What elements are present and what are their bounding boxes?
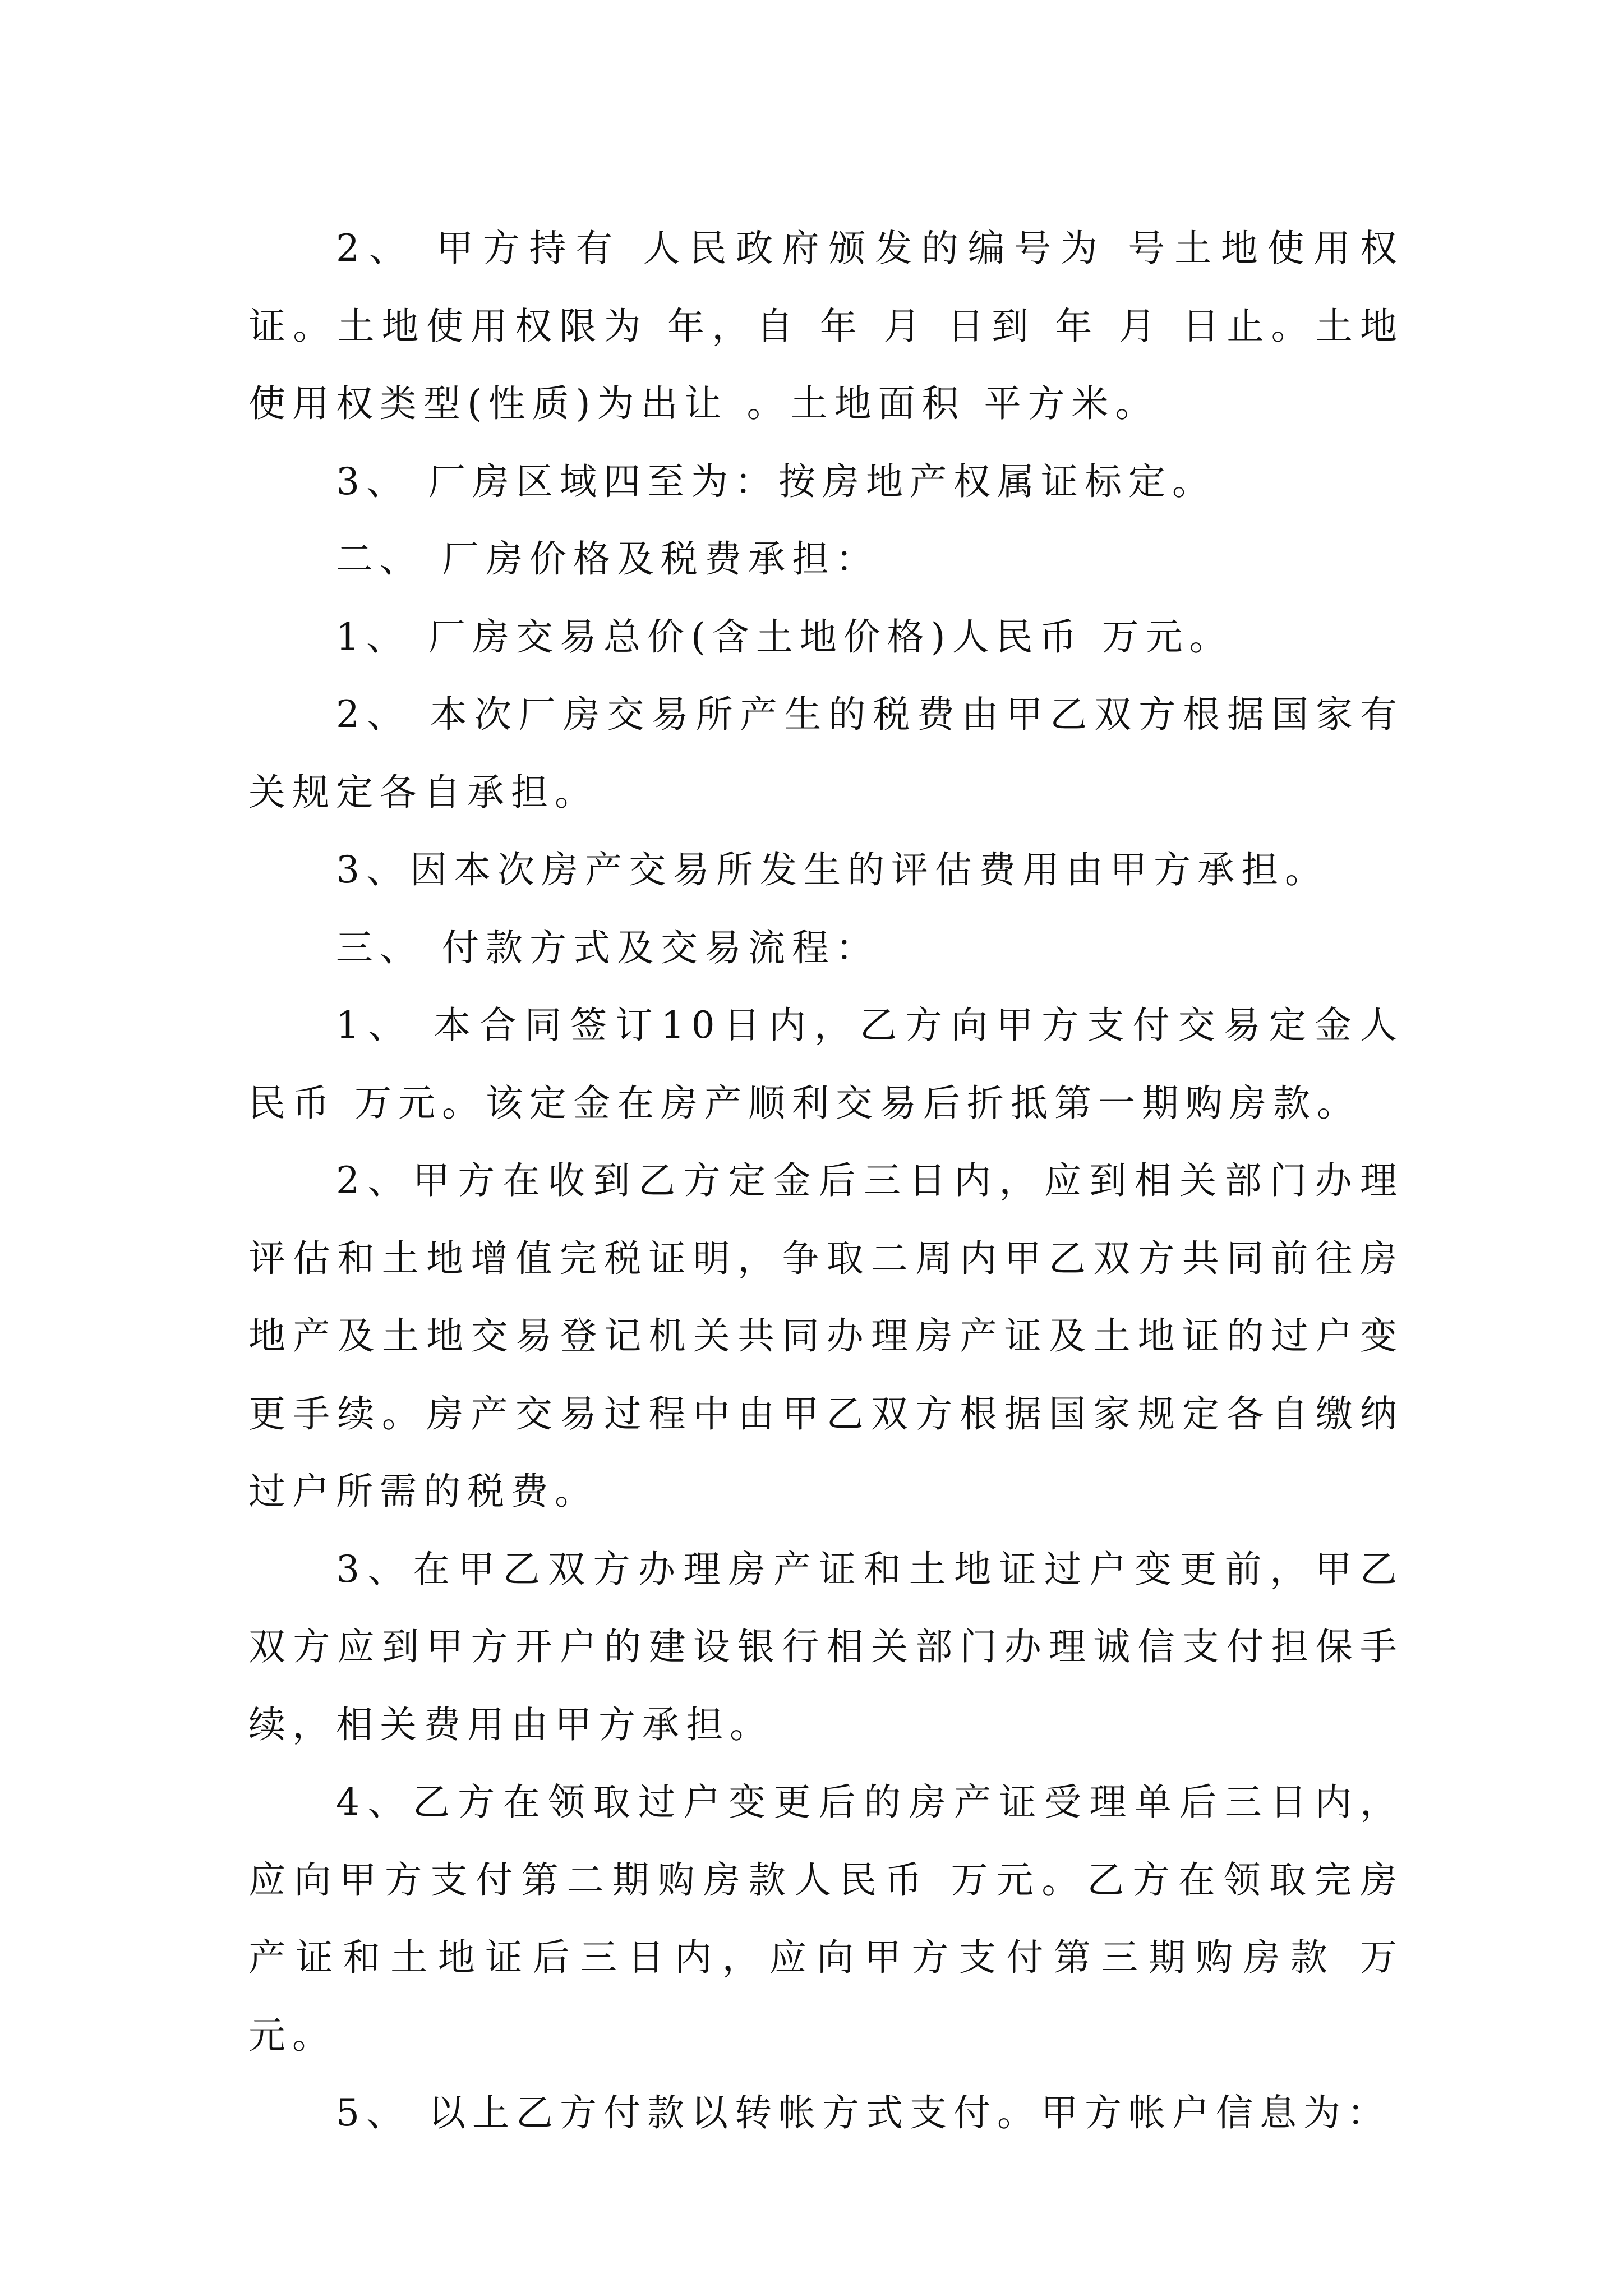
- paragraph-appraisal-fee: 3、因本次房产交易所发生的评估费用由甲方承担。: [336, 848, 1329, 891]
- paragraph-transfer-procedure: 2、甲方在收到乙方定金后三日内，应到相关部门办理评估和土地增值完税证明，争取二周内甲乙双方共同前往房地产及土地交易登记机关共同办理房产证及土地证的过户变更手续。房产交易过程中由甲乙双方根据国家规定各自缴纳过户所需的税费。: [248, 1159, 1404, 1513]
- paragraph-installment-payments: 4、乙方在领取过户变更后的房产证受理单后三日内，应向甲方支付第二期购房款人民币 万元。乙方在领取完房产证和土地证后三日内，应向甲方支付第三期购房款 万元。: [248, 1780, 1404, 2057]
- document-body: [248, 210, 1404, 2152]
- paragraph-tax-responsibility: 2、 本次厂房交易所产生的税费由甲乙双方根据国家有关规定各自承担。: [248, 693, 1404, 814]
- paragraph-total-price: 1、 厂房交易总价(含土地价格)人民币 万元。: [336, 615, 1233, 659]
- section-heading-payment-process: 三、 付款方式及交易流程：: [336, 926, 879, 969]
- paragraph-land-use-certificate: 2、 甲方持有 人民政府颁发的编号为 号土地使用权证。土地使用权限为 年，自 年 月 日到 年 月 日止。土地使用权类型(性质)为出让 。土地面积 平方米。: [248, 227, 1404, 425]
- paragraph-bank-transfer: 5、 以上乙方付款以转帐方式支付。甲方帐户信息为：: [336, 2091, 1391, 2134]
- paragraph-factory-boundaries: 3、 厂房区域四至为：按房地产权属证标定。: [336, 459, 1216, 503]
- paragraph-payment-guarantee: 3、在甲乙双方办理房产证和土地证过户变更前，甲乙双方应到甲方开户的建设银行相关部门办理诚信支付担保手续，相关费用由甲方承担。: [248, 1547, 1404, 1746]
- paragraph-deposit: 1、 本合同签订10日内，乙方向甲方支付交易定金人民币 万元。该定金在房产顺利交易后折抵第一期购房款。: [248, 1004, 1404, 1125]
- section-heading-price-and-taxes: 二、 厂房价格及税费承担：: [336, 537, 879, 581]
